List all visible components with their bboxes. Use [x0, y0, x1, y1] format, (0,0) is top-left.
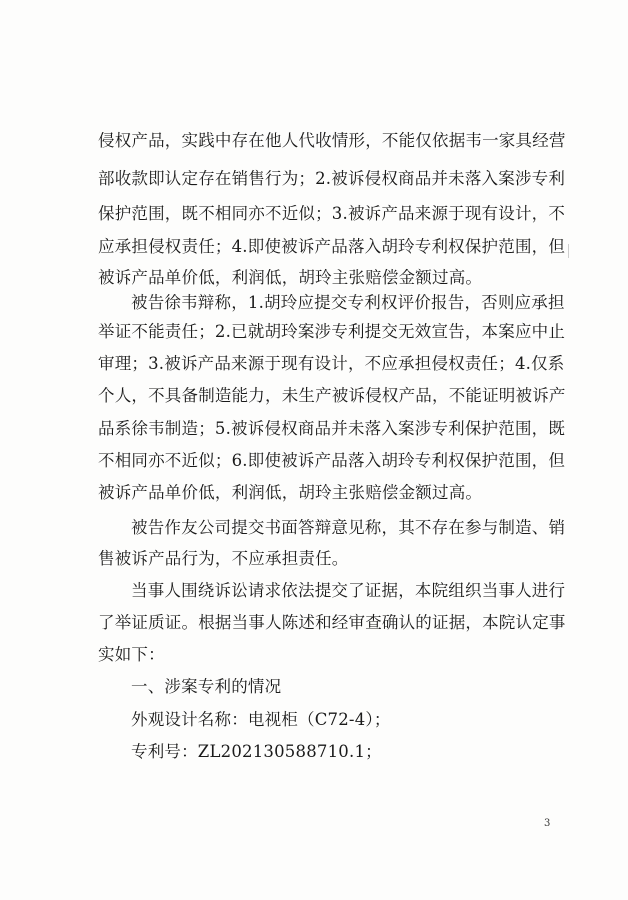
paragraph-line: 被告作友公司提交书面答辩意见称，其不存在参与制造、销 — [131, 518, 566, 537]
paragraph-line: 售被诉产品行为，不应承担责任。 — [98, 549, 349, 568]
paragraph-line: 实如下： — [98, 645, 165, 664]
scan-mark — [568, 244, 569, 258]
patent-number-line: 专利号：ZL202130588710.1； — [131, 742, 382, 761]
paragraph-line: 侵权产品，实践中存在他人代收情形，不能仅依据韦一家具经营 — [98, 131, 566, 150]
paragraph-line: 被诉产品单价低，利润低，胡玲主张赔偿金额过高。 — [98, 268, 483, 287]
paragraph-line: 部收款即认定存在销售行为；2.被诉侵权商品并未落入案涉专利 — [98, 169, 566, 188]
page-number: 3 — [544, 818, 551, 829]
paragraph-line: 个人，不具备制造能力，未生产被诉侵权产品，不能证明被诉产 — [98, 386, 566, 405]
paragraph-line: 举证不能责任；2.已就胡玲案涉专利提交无效宣告，本案应中止 — [98, 322, 566, 341]
paragraph-line: 被诉产品单价低，利润低，胡玲主张赔偿金额过高。 — [98, 483, 483, 502]
paragraph-line: 保护范围，既不相同亦不近似；3.被诉产品来源于现有设计，不 — [98, 204, 566, 223]
paragraph-line: 审理；3.被诉产品来源于现有设计，不应承担侵权责任；4.仅系 — [98, 354, 565, 373]
design-name-line: 外观设计名称：电视柜（C72-4）； — [131, 710, 391, 729]
paragraph-line: 品系徐韦制造；5.被诉侵权商品并未落入案涉专利保护范围，既 — [98, 419, 566, 438]
paragraph-line: 了举证质证。根据当事人陈述和经审查确认的证据，本院认定事 — [98, 613, 566, 632]
paragraph-line: 当事人围绕诉讼请求依法提交了证据，本院组织当事人进行 — [131, 581, 566, 600]
paragraph-line: 应承担侵权责任；4.即使被诉产品落入胡玲专利权保护范围，但 — [98, 237, 566, 256]
paragraph-line: 不相同亦不近似；6.即使被诉产品落入胡玲专利权保护范围，但 — [98, 451, 566, 470]
paragraph-line: 被告徐韦辩称，1.胡玲应提交专利权评价报告，否则应承担 — [131, 293, 565, 312]
section-heading: 一、涉案专利的情况 — [131, 677, 282, 696]
